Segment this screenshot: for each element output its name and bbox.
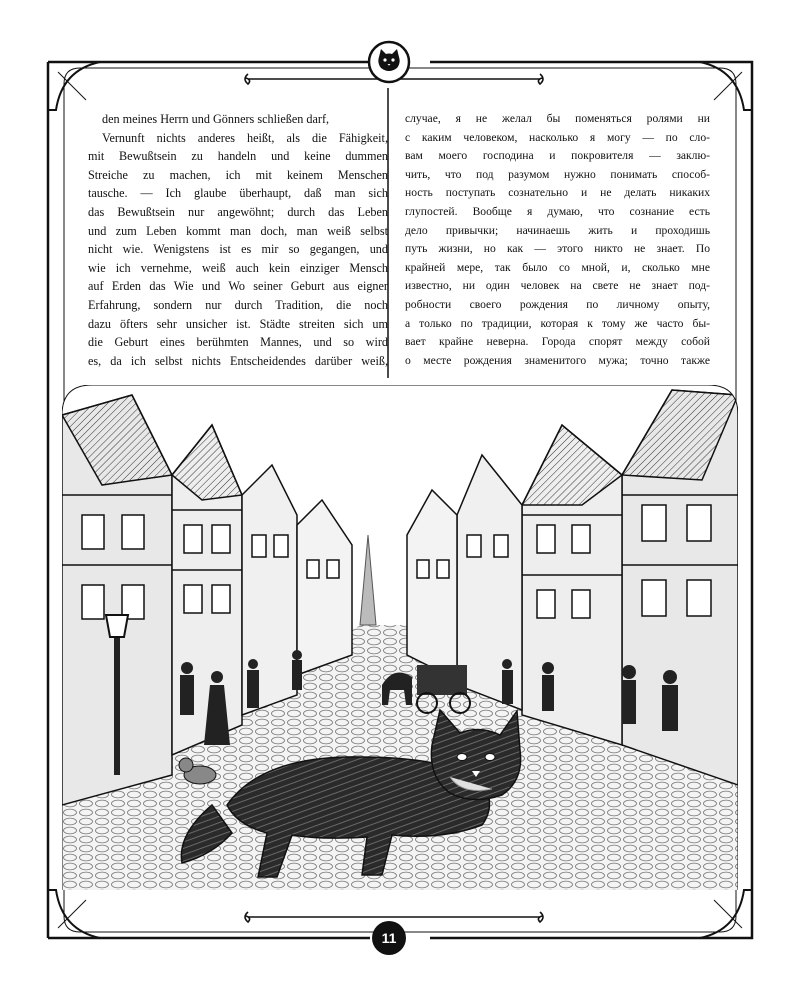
text-line: о месте рождения знаменитого мужа; точно также xyxy=(405,353,710,367)
text-line: Vernunft nichts anderes heißt, als die Fähigkeit, xyxy=(102,130,388,145)
text-line: чить, что под разумом нужно понимать способ- xyxy=(405,167,710,181)
text-line: путь жизни, но как — этого никто не знает. По xyxy=(405,242,710,256)
text-line: случае, я не желал бы поменяться ролями ни xyxy=(405,112,710,125)
text-line: es, da ich selbst nichts Entscheidendes darüber weiß, xyxy=(88,353,388,368)
text-line: крайней мере, так было со мной, и, сколько мне xyxy=(405,260,710,274)
cat-head-icon xyxy=(370,44,408,82)
text-line: с каким человеком, насколько я могу — по сло- xyxy=(405,130,710,144)
text-line: die Geburt eines berühmten Mannes, und so wird xyxy=(88,335,388,350)
text-line: das Bewußtsein nur angewöhnt; durch das Leben xyxy=(88,204,388,219)
text-line: den meines Herrn und Gönners schließen darf, xyxy=(102,112,330,126)
text-line: ность поступать сознательно и не делать никаких xyxy=(405,186,710,200)
text-line: известно, ни один человек на свете не знает под- xyxy=(405,279,710,293)
text-line: auf Erden das Wie und Wo seiner Geburt aus eigner xyxy=(88,279,388,294)
german-text-column xyxy=(88,110,388,370)
text-line: Streiche zu machen, ich mit keinem Menschen xyxy=(88,167,388,182)
text-line: mit Bewußtsein zu handeln und keine dummen xyxy=(88,149,388,164)
text-line: Erfahrung, sondern nur durch Tradition, die noch xyxy=(88,297,388,312)
text-line: nicht wie. Wenigstens ist es mir so gegangen, und xyxy=(88,242,388,257)
text-line: вает крайне неверна. Города спорят между собой xyxy=(405,335,710,349)
page-number: 11 xyxy=(372,921,406,955)
text-line: вам моего господина и покровителя — заклю- xyxy=(405,149,710,163)
text-line: дело привычки; начинаешь жить и проходишь xyxy=(405,223,710,237)
street-scene-illustration xyxy=(62,385,738,890)
text-line: tausche. — Ich glaube überhaupt, daß man sich xyxy=(88,186,388,201)
text-line: а только по традиции, которая к тому же часто бы- xyxy=(405,316,710,330)
text-line: робности своего рождения по личному опыту, xyxy=(405,297,710,311)
text-line: глупостей. Вообще я думаю, что сознание есть xyxy=(405,204,710,218)
text-line: und zum Leben kommt man doch, man weiß selbst xyxy=(88,223,388,238)
russian-text-column xyxy=(405,110,710,370)
text-line: wie ich vernehme, weiß auch kein einziger Mensch xyxy=(88,260,388,275)
text-line: dazu öfters sehr unsicher ist. Städte streiten sich um xyxy=(88,316,388,331)
